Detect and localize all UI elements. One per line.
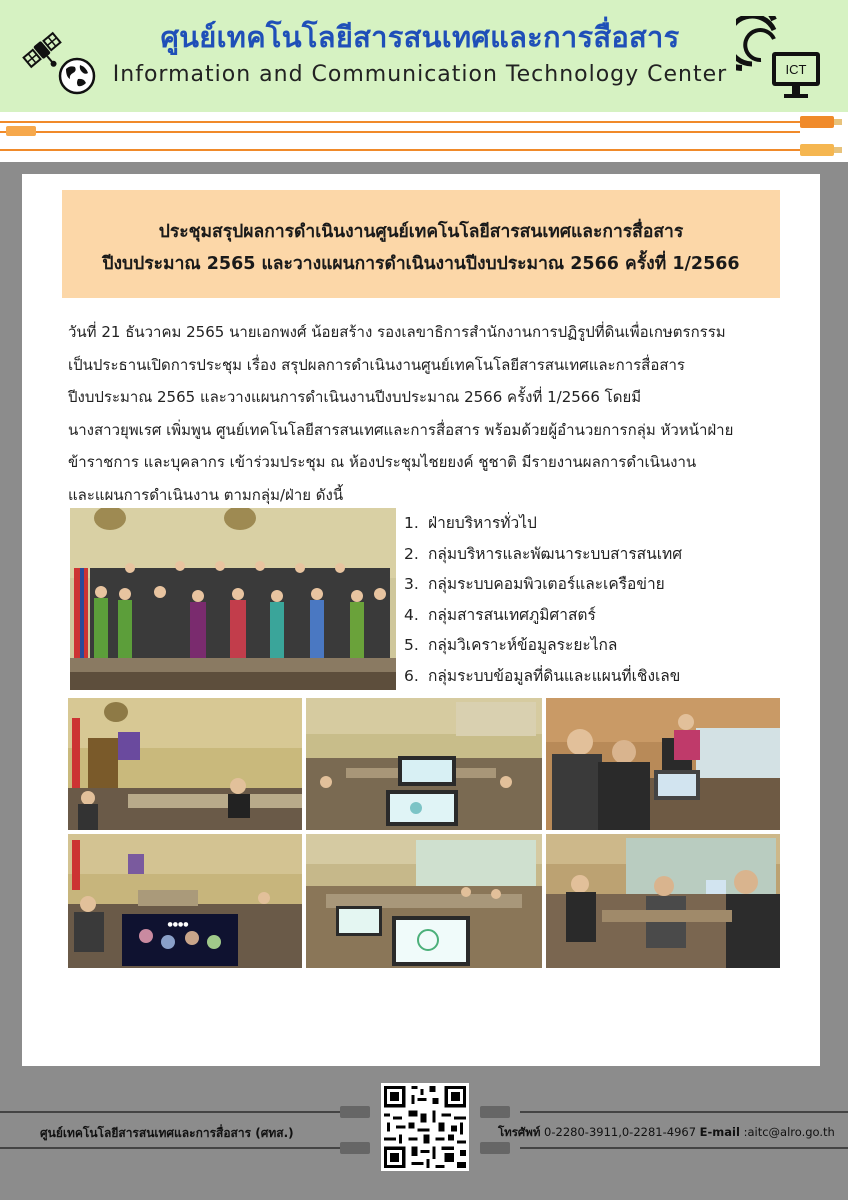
- list-item: 2. กลุ่มบริหารและพัฒนาระบบสารสนเทศ: [404, 544, 683, 563]
- list-item: 3. กลุ่มระบบคอมพิวเตอร์และเครือข่าย: [404, 575, 665, 594]
- meeting-photo-chairman: [68, 698, 302, 830]
- news-panel: [22, 174, 820, 1066]
- meeting-photo-screens: [306, 698, 542, 830]
- center-title-english: Information and Communication Technology Center: [112, 62, 728, 87]
- list-item: 5. กลุ่มวิเคราะห์ข้อมูลระยะไกล: [404, 636, 618, 655]
- meeting-photo-attendees: [546, 834, 780, 968]
- center-title-thai: ศูนย์เทคโนโลยีสารสนเทศและการสื่อสาร: [160, 20, 680, 54]
- phone-number: 0-2280-3911,0-2281-4967: [540, 1125, 700, 1139]
- body-paragraph: วันที่ 21 ธันวาคม 2565 นายเอกพงศ์ น้อยสร้าง รองเลขาธิการสำนักงานการปฏิรูปที่ดินเพื่อเกษตรกรรม เป็นประธานเปิดการประชุม เรื่อง สรุปผลการดำเนินงานศูนย์เทคโนโลยีสารสนเทศและการสื่อสาร ปีงบประมาณ 2565 และวางแผนการดำเนินงานปีงบประมาณ 2566 ครั้งที่ 1/2566 โดยมี นางสาวยุพเรศ เพิ่มพูน ศูนย์เทคโนโลยีสารสนเทศและการสื่อสาร พร้อมด้วยผู้อำนวยการกลุ่ม หัวหน้าฝ่าย ข้าราชการ และบุคลากร เข้าร่วมประชุม ณ ห้องประชุมไชยยงค์ ชูชาติ มีรายงานผลการดำเนินงาน และแผนการดำเนินงาน ตามกลุ่ม/ฝ่าย ดังนี้: [68, 323, 734, 504]
- globe-icon: [58, 57, 96, 95]
- email-address[interactable]: :aitc@alro.go.th: [739, 1125, 835, 1139]
- list-item: 1. ฝ่ายบริหารทั่วไป: [404, 514, 537, 532]
- ict-badge: ICT: [785, 62, 807, 77]
- ict-computer-icon: [736, 16, 822, 102]
- svg-text:●●●●: ●●●●: [167, 921, 189, 928]
- group-photo: [70, 508, 396, 690]
- footer-organization: ศูนย์เทคโนโลยีสารสนเทศและการสื่อสาร (ศทส.): [40, 1126, 294, 1140]
- headline-line-2: ปีงบประมาณ 2565 และวางแผนการดำเนินงานปีงบประมาณ 2566 ครั้งที่ 1/2566: [102, 254, 740, 274]
- qr-code-icon[interactable]: [381, 1083, 469, 1171]
- email-label: E-mail: [699, 1125, 740, 1139]
- meeting-photo-presenter: [546, 698, 780, 830]
- meeting-photo-slide: [68, 834, 302, 968]
- headline-line-1: ประชุมสรุปผลการดำเนินงานศูนย์เทคโนโลยีสารสนเทศและการสื่อสาร: [158, 222, 684, 242]
- cable-decoration-top: [0, 112, 848, 172]
- meeting-photo-room: [306, 834, 542, 968]
- footer-contact: [498, 1124, 835, 1142]
- page-header: [0, 0, 848, 118]
- list-item: 4. กลุ่มสารสนเทศภูมิศาสตร์: [404, 605, 596, 624]
- list-item: 6. กลุ่มระบบข้อมูลที่ดินและแผนที่เชิงเลข: [404, 666, 681, 685]
- phone-label: โทรศัพท์: [498, 1125, 541, 1139]
- headline-box: [62, 190, 780, 298]
- group-list: [404, 508, 764, 692]
